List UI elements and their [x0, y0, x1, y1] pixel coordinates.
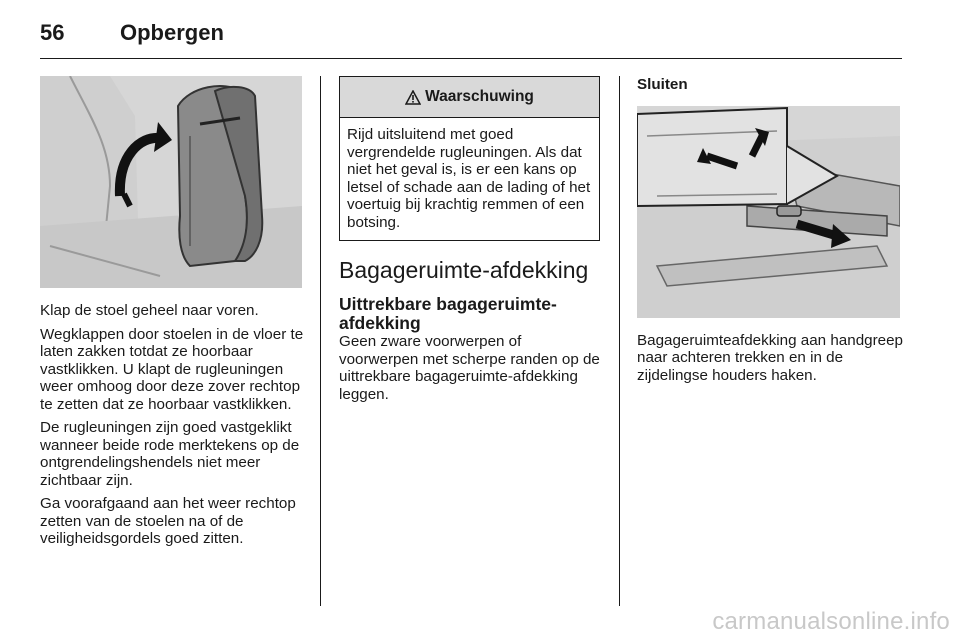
- figure-caption: Bagageruimteafdekking aan handgreep naar achteren trekken en in de zijdelingse houders haken.: [637, 331, 903, 384]
- subsection-text: Geen zware voorwerpen of voorwerpen met scherpe randen op de uittrekbare bagageruimte-afdekking leggen.: [339, 333, 600, 403]
- warning-header: [340, 77, 599, 118]
- page-header: [40, 18, 902, 58]
- body-paragraph: Ga voorafgaand aan het weer rechtop zetten van de stoelen na of de veiligheidsgordels goed zitten.: [40, 495, 296, 547]
- page-number: 56: [40, 20, 65, 45]
- section-title: Bagageruimte-afdekking: [339, 257, 589, 283]
- warning-text: Rijd uitsluitend met goed vergrendelde rugleuningen. Als dat niet het geval is, is er een kans op letsel of schade aan de lading of het voertuig bij krachtig remmen of een botsing.: [347, 126, 591, 231]
- body-paragraph: De rugleuningen zijn goed vastgeklikt wanneer beide rode merktekens op de ontgrendelingshendels niet meer zichtbaar zijn.: [40, 419, 300, 489]
- cargo-cover-illustration: [637, 106, 900, 318]
- right-column: [637, 76, 905, 390]
- cover-figure: [637, 106, 900, 318]
- figure-caption: Klap de stoel geheel naar voren.: [40, 302, 259, 319]
- seat-fold-illustration: [40, 76, 302, 288]
- subheading: Sluiten: [637, 76, 688, 93]
- warning-title: Waarschuwing: [425, 88, 534, 106]
- header-divider: [40, 58, 902, 59]
- page-title: Opbergen: [120, 20, 224, 45]
- watermark: carmanualsonline.info: [712, 608, 950, 635]
- column-divider-1: [320, 76, 321, 606]
- left-column: [40, 76, 305, 554]
- middle-column: [339, 76, 603, 409]
- body-paragraph: Wegklappen door stoelen in de vloer te laten zakken totdat ze hoorbaar vastklikken. U klapt de rugleuningen weer omhoog door deze zover rechtop te zetten dat ze hoorbaar vastklikken.: [40, 325, 304, 413]
- column-divider-2: [619, 76, 620, 606]
- warning-box: [339, 76, 600, 241]
- warning-triangle-icon: [405, 90, 421, 105]
- seat-fold-figure: [40, 76, 302, 288]
- subsection-title: Uittrekbare bagageruimte-afdekking: [339, 294, 557, 333]
